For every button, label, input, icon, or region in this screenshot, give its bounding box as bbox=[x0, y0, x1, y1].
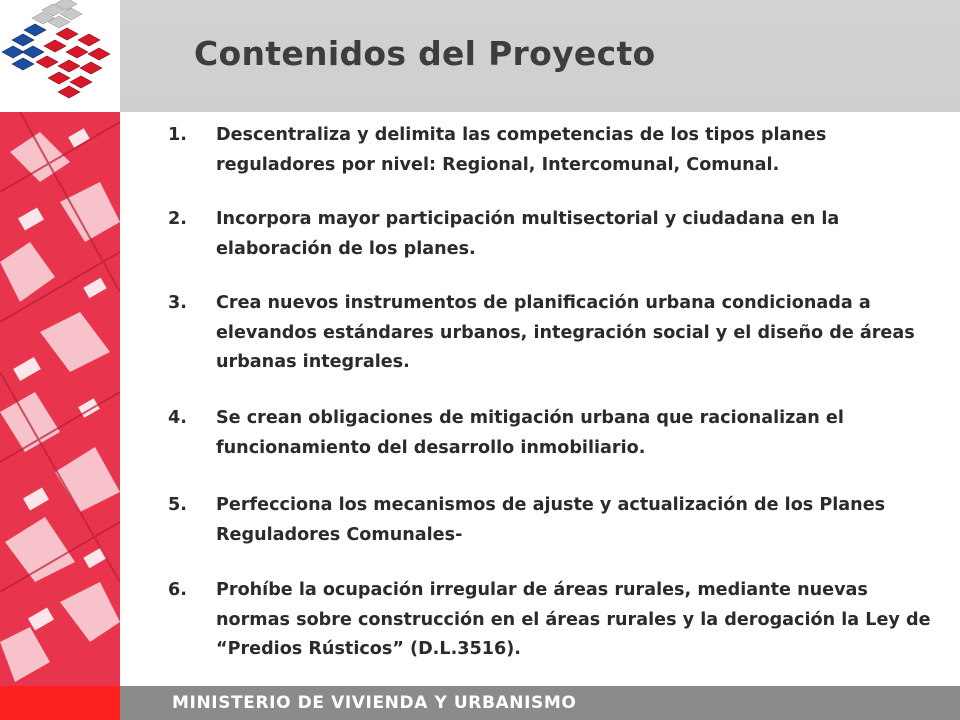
item-number: 2. bbox=[168, 209, 187, 229]
item-text: Prohíbe la ocupación irregular de áreas rurales, mediante nuevas normas sobre construcción en el áreas rurales y la derogación la Ley de “Predios Rústicos” (D.L.3516). bbox=[216, 580, 931, 659]
item-text: Perfecciona los mecanismos de ajuste y actualización de los Planes Reguladores Comunales- bbox=[216, 495, 886, 545]
logo-area bbox=[0, 0, 120, 112]
logo-grey-diamonds bbox=[32, 0, 82, 28]
item-number: 6. bbox=[168, 580, 187, 600]
item-number: 1. bbox=[168, 125, 187, 145]
item-text: Incorpora mayor participación multisectorial y ciudadana en la elaboración de los planes. bbox=[216, 209, 840, 259]
list-item bbox=[168, 205, 946, 264]
item-number: 3. bbox=[168, 293, 187, 313]
decorative-city-image bbox=[0, 112, 120, 686]
footer-accent bbox=[0, 686, 120, 720]
ministry-logo bbox=[0, 0, 120, 112]
item-number: 5. bbox=[168, 495, 187, 515]
list-item bbox=[168, 289, 946, 378]
item-text: Crea nuevos instrumentos de planificación urbana condicionada a elevandos estándares urbanos, integración social y el diseño de áreas urbanas integrales. bbox=[216, 293, 915, 372]
list-item bbox=[168, 491, 946, 550]
list-item bbox=[168, 121, 946, 180]
item-text: Se crean obligaciones de mitigación urbana que racionalizan el funcionamiento del desarrollo inmobiliario. bbox=[216, 408, 844, 458]
item-text: Descentraliza y delimita las competencias de los tipos planes reguladores por nivel: Regional, Intercomunal, Comunal. bbox=[216, 125, 827, 175]
list-item bbox=[168, 576, 946, 665]
item-number: 4. bbox=[168, 408, 187, 428]
logo-red-diamonds bbox=[36, 28, 110, 98]
footer-label: MINISTERIO DE VIVIENDA Y URBANISMO bbox=[172, 693, 577, 713]
page-title: Contenidos del Proyecto bbox=[194, 34, 656, 73]
list-item bbox=[168, 404, 946, 463]
footer-bar bbox=[0, 686, 960, 720]
